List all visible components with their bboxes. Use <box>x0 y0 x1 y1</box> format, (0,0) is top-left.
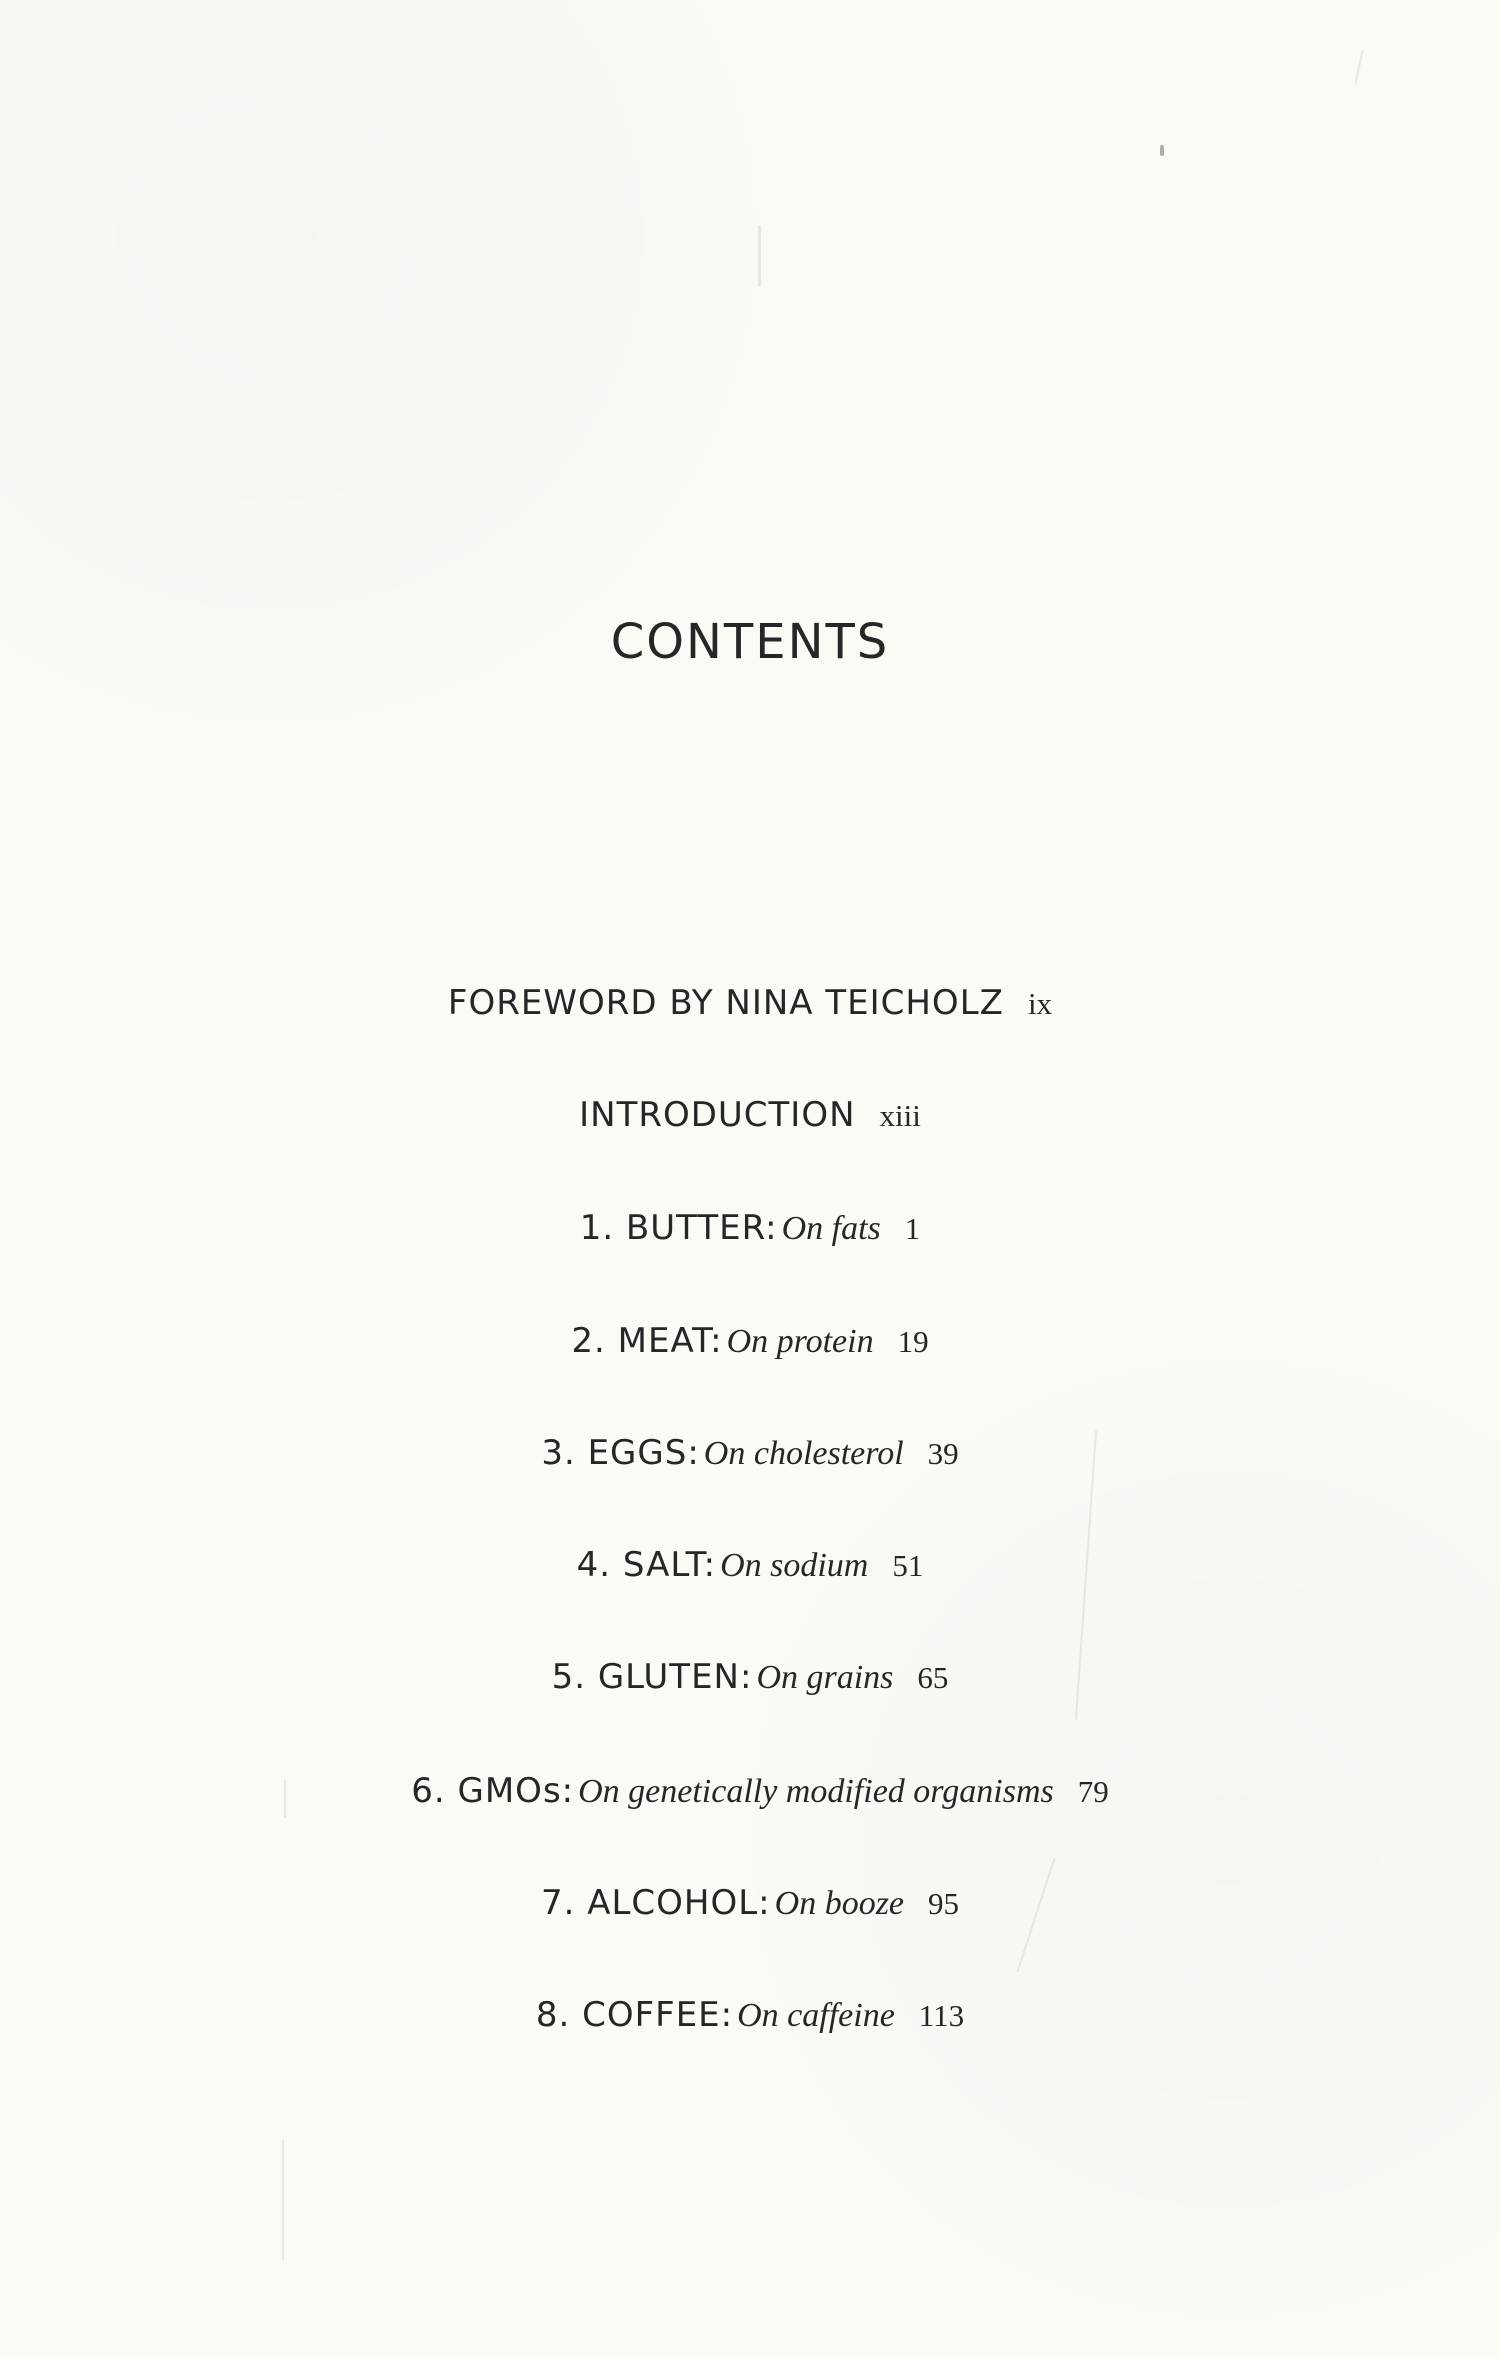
toc-entry-subtitle: On grains <box>756 1659 894 1696</box>
toc-entry-heading: 1. BUTTER: <box>579 1208 778 1248</box>
toc-entry-subtitle: On genetically modified organisms <box>578 1773 1054 1810</box>
toc-entry-subtitle: On protein <box>726 1323 874 1360</box>
toc-page-number: 19 <box>897 1324 929 1359</box>
toc-entry-subtitle: On cholesterol <box>703 1435 904 1472</box>
toc-entry-meat[interactable] <box>0 1318 1500 1371</box>
toc-entry-subtitle: On fats <box>781 1210 881 1247</box>
toc-page-number: 39 <box>927 1436 959 1471</box>
toc-entry-heading: 8. COFFEE: <box>535 1995 734 2035</box>
toc-entry-heading: INTRODUCTION <box>579 1095 856 1135</box>
toc-entry-coffee[interactable] <box>0 1992 1500 2045</box>
toc-entry-introduction[interactable] <box>0 1092 1500 1145</box>
toc-entry-heading: 2. MEAT: <box>571 1321 723 1361</box>
toc-page-number: 95 <box>928 1886 960 1921</box>
toc-entry-heading: 6. GMOs: <box>411 1771 575 1811</box>
toc-entry-heading: 7. ALCOHOL: <box>540 1883 771 1923</box>
toc-page-number: 1 <box>904 1211 921 1246</box>
toc-page-number: ix <box>1027 986 1053 1021</box>
toc-page-number: 65 <box>917 1660 949 1695</box>
toc-entry-butter[interactable] <box>0 1205 1500 1258</box>
toc-entry-salt[interactable] <box>0 1542 1500 1595</box>
toc-entry-heading: 5. GLUTEN: <box>551 1657 753 1697</box>
toc-entry-foreword[interactable] <box>0 980 1500 1033</box>
toc-entry-alcohol[interactable] <box>0 1880 1500 1933</box>
toc-page-number: 79 <box>1077 1774 1109 1809</box>
toc-entry-subtitle: On sodium <box>720 1547 869 1584</box>
toc-entry-heading: 4. SALT: <box>576 1545 717 1585</box>
toc-page-number: 51 <box>892 1548 924 1583</box>
toc-entry-gmos[interactable] <box>10 1768 1500 1821</box>
toc-entry-eggs[interactable] <box>0 1430 1500 1483</box>
toc-entry-subtitle: On caffeine <box>737 1997 895 2034</box>
toc-entry-heading: 3. EGGS: <box>541 1433 700 1473</box>
toc-page-number: 113 <box>918 1998 965 2033</box>
contents-title: CONTENTS <box>610 614 890 670</box>
toc-entry-gluten[interactable] <box>0 1654 1500 1707</box>
toc-entry-heading: FOREWORD BY NINA TEICHOLZ <box>447 983 1004 1023</box>
toc-page-number: xiii <box>879 1098 921 1133</box>
toc-entry-subtitle: On booze <box>774 1885 905 1922</box>
